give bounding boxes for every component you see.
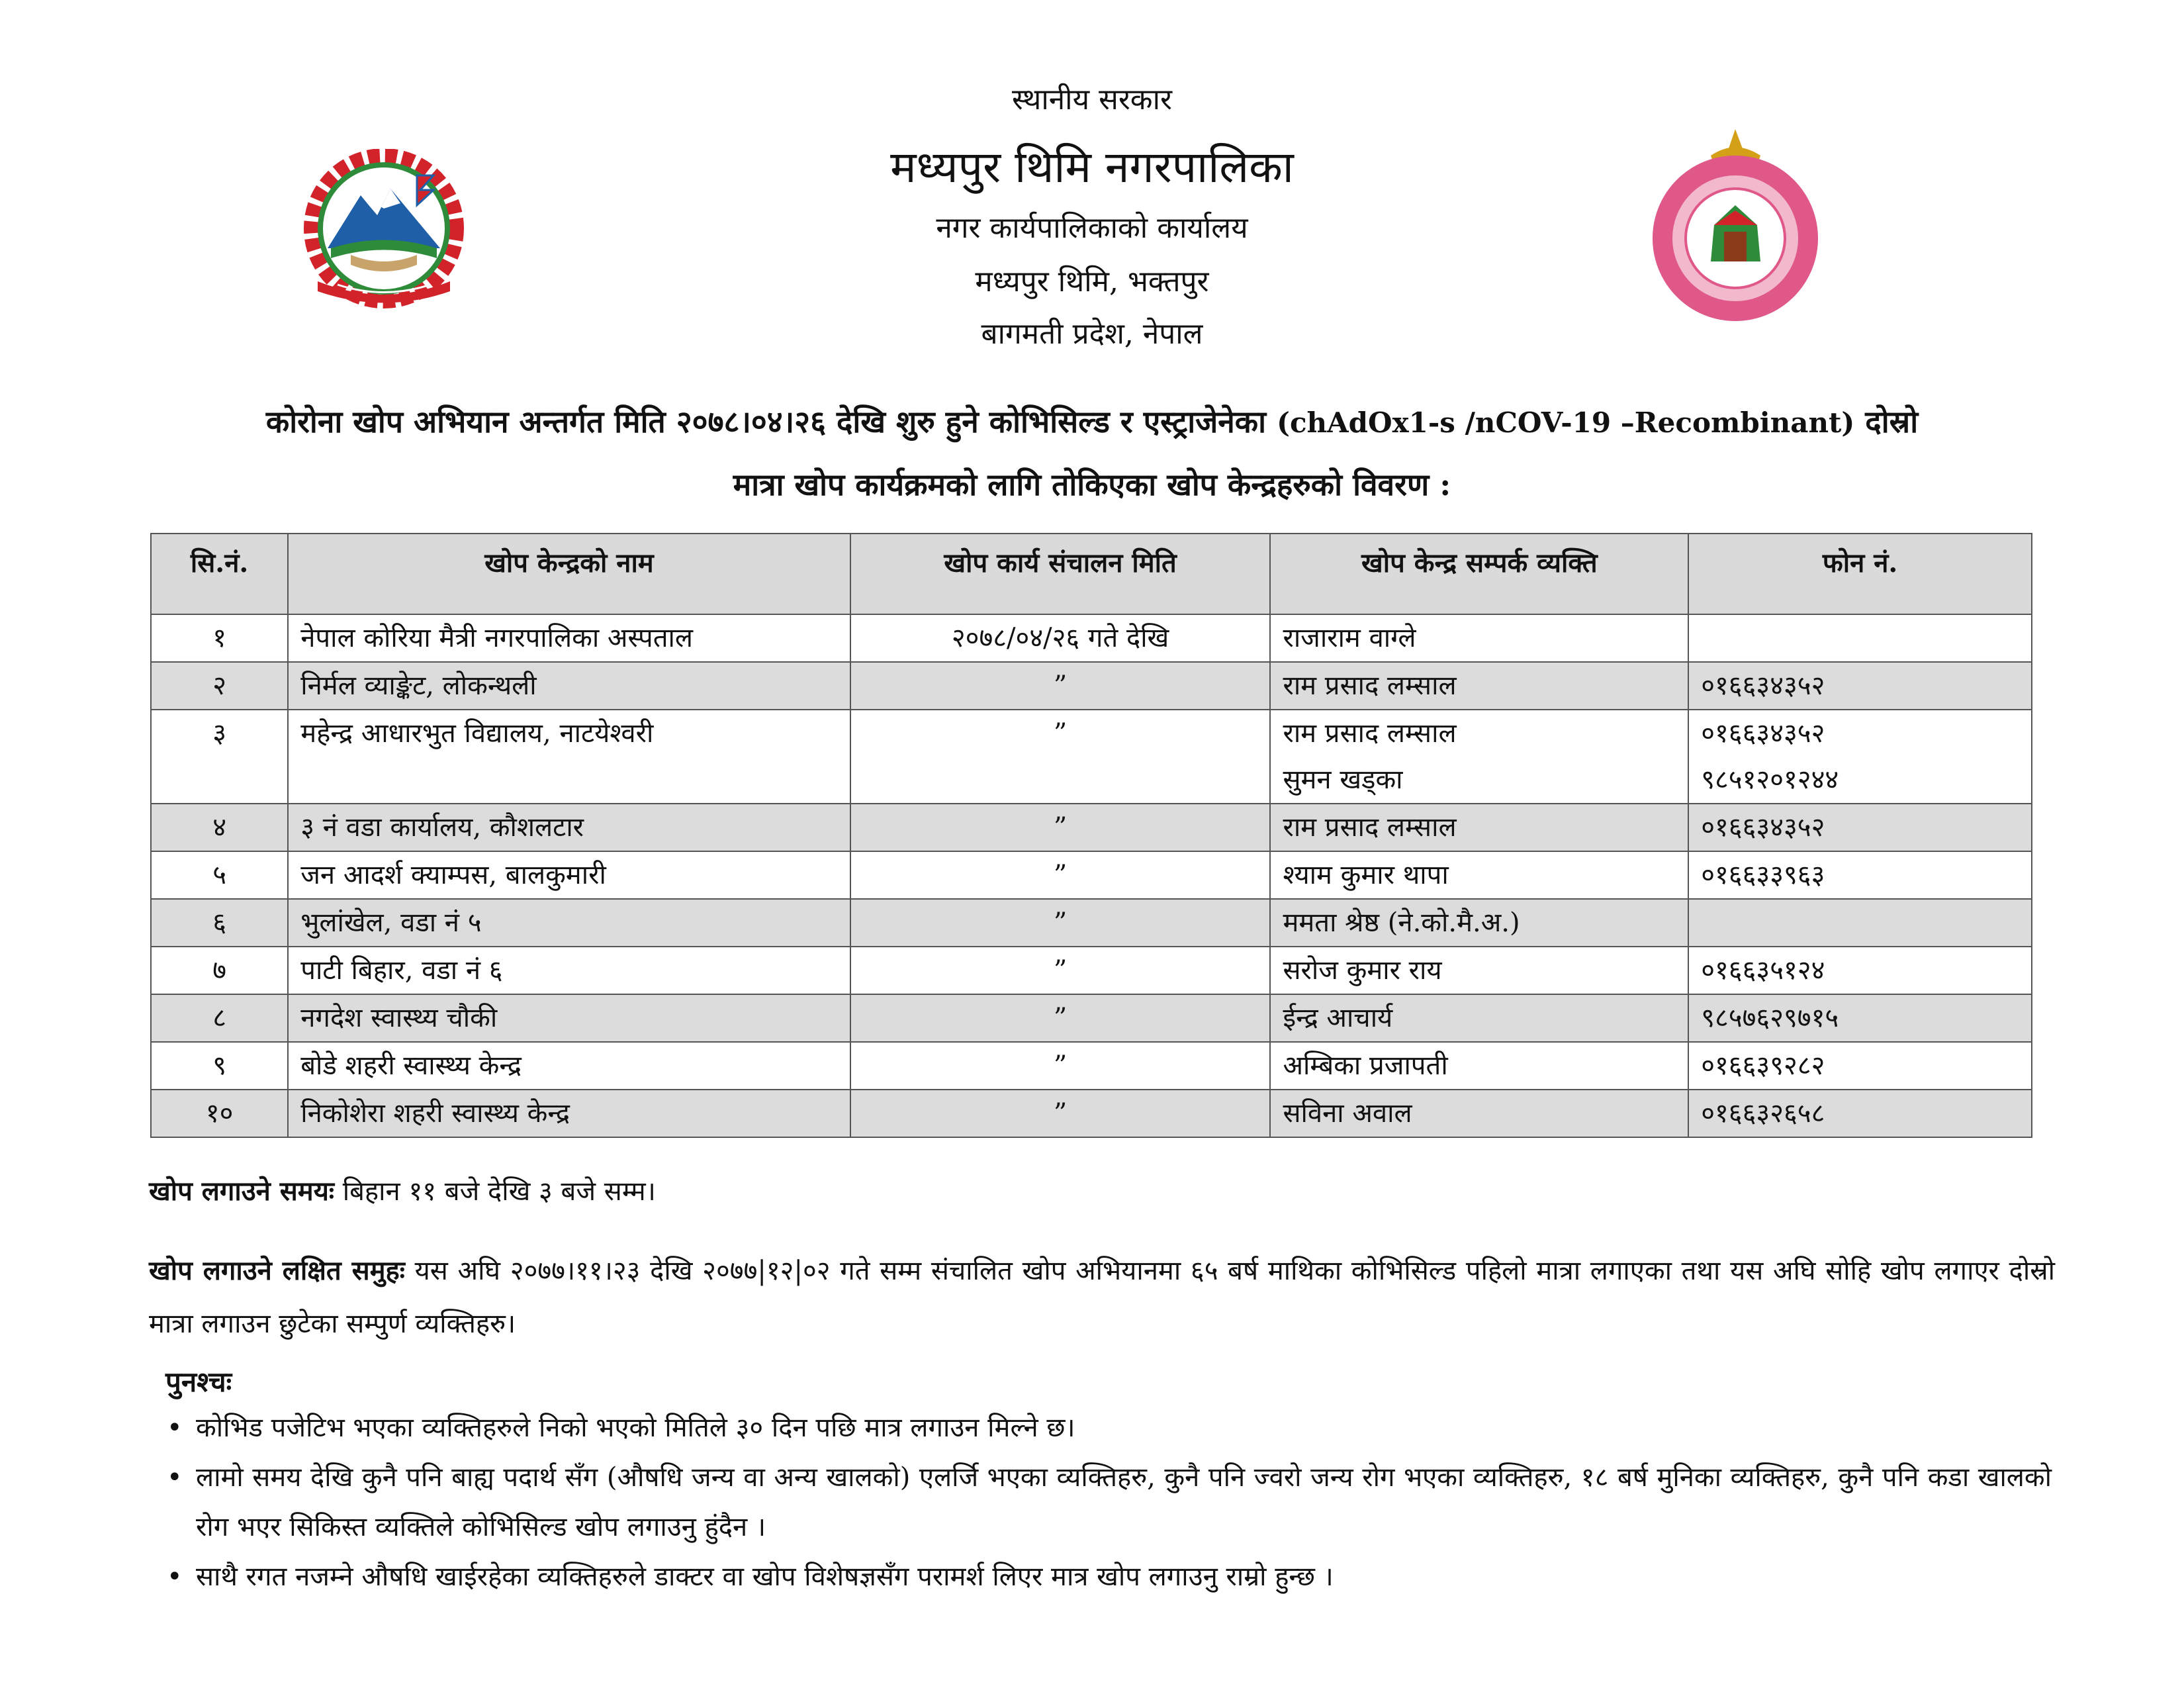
contact-primary: राम प्रसाद लम्साल	[1283, 718, 1457, 749]
cell-date: ”	[850, 947, 1271, 994]
cell-contact: ममता श्रेष्ठ (ने.को.मै.अ.)	[1270, 899, 1688, 947]
header-municipality-name: मध्यपुर थिमि नगरपालिका	[890, 142, 1294, 193]
vaccination-centers-table	[150, 533, 2032, 1138]
municipality-seal-icon	[1648, 126, 1823, 324]
bullet-icon: •	[167, 1562, 183, 1592]
cell-center-name: भुलांखेल, वडा नं ५	[288, 899, 850, 947]
cell-phone: ०१६६३२६५८	[1688, 1090, 2032, 1137]
table-row	[151, 851, 2032, 899]
cell-serial: ६	[151, 899, 288, 947]
bullet-icon: •	[167, 1413, 183, 1443]
cell-date: ”	[850, 851, 1271, 899]
cell-phone: ०१६६३४३५२	[1688, 804, 2032, 851]
table-header-row	[151, 534, 2032, 614]
table-row	[151, 614, 2032, 662]
list-item	[159, 1403, 2052, 1453]
note-text: लामो समय देखि कुनै पनि बाह्य पदार्थ सँग (औषधि जन्य वा अन्य खालको) एलर्जि भएका व्यक्तिहरु, कुनै पनि ज्वरो जन्य रोग भएका व्यक्तिहरु, १८ बर्ष मुनिका व्यक्तिहरु, कुनै पनि कडा खालको रोग भएर सिकिस्त व्यक्तिले कोभिसिल्ड खोप लगाउनु हुंदैन ।	[196, 1462, 2052, 1542]
table-row	[151, 1090, 2032, 1137]
cell-serial: २	[151, 662, 288, 710]
cell-date: ”	[850, 804, 1271, 851]
cell-phone	[1688, 614, 2032, 662]
cell-date: ”	[850, 994, 1271, 1042]
table-row	[151, 804, 2032, 851]
header-province: बागमती प्रदेश, नेपाल	[981, 317, 1203, 351]
cell-date: ”	[850, 1090, 1271, 1137]
table-row	[151, 899, 2032, 947]
cell-contact: राम प्रसाद लम्साल	[1270, 804, 1688, 851]
cell-center-name: निर्मल व्याङ्केट, लोकन्थली	[288, 662, 850, 710]
col-header-operation-date: खोप कार्य संचालन मिति	[850, 534, 1271, 614]
cell-date: २०७८/०४/२६ गते देखि	[850, 614, 1271, 662]
cell-contact: ईन्द्र आचार्य	[1270, 994, 1688, 1042]
cell-date: ”	[850, 899, 1271, 947]
vaccination-time-value: बिहान ११ बजे देखि ३ बजे सम्म।	[342, 1176, 656, 1207]
cell-serial: ९	[151, 1042, 288, 1090]
cell-serial: १०	[151, 1090, 288, 1137]
target-group	[149, 1244, 2055, 1350]
cell-contact: अम्बिका प्रजापती	[1270, 1042, 1688, 1090]
cell-phone: ९८५७६२९७१५	[1688, 994, 2032, 1042]
contact-secondary: सुमन खड्का	[1283, 765, 1403, 795]
header-office: नगर कार्यपालिकाको कार्यालय	[936, 211, 1248, 245]
cell-phone: ०१६६३९२८२	[1688, 1042, 2032, 1090]
col-header-phone: फोन नं.	[1688, 534, 2032, 614]
cell-contact: राम प्रसाद लम्साल	[1270, 662, 1688, 710]
cell-phone	[1688, 710, 2032, 804]
cell-phone	[1688, 899, 2032, 947]
col-header-contact-person: खोप केन्द्र सम्पर्क व्यक्ति	[1270, 534, 1688, 614]
vaccine-name: (chAdOx1-s /nCOV-19 –Recombinant)	[1277, 406, 1855, 439]
notice-title-part-b: दोस्रो	[1865, 404, 1919, 440]
notes-list	[159, 1403, 2052, 1602]
cell-serial: ५	[151, 851, 288, 899]
table-row	[151, 994, 2032, 1042]
note-text: साथै रगत नजम्ने औषधि खाईरहेका व्यक्तिहरुले डाक्टर वा खोप विशेषज्ञसँग परामर्श लिएर मात्र खोप लगाउनु राम्रो हुन्छ ।	[196, 1562, 1334, 1592]
header-local-government: स्थानीय सरकार	[1012, 83, 1172, 117]
cell-phone: ०१६६३४३५२	[1688, 662, 2032, 710]
cell-center-name: नेपाल कोरिया मैत्री नगरपालिका अस्पताल	[288, 614, 850, 662]
header-address: मध्यपुर थिमि, भक्तपुर	[975, 265, 1209, 299]
cell-contact: राजाराम वाग्ले	[1270, 614, 1688, 662]
list-item	[159, 1552, 2052, 1602]
bullet-icon: •	[167, 1462, 183, 1493]
cell-center-name: निकोशेरा शहरी स्वास्थ्य केन्द्र	[288, 1090, 850, 1137]
cell-center-name: नगदेश स्वास्थ्य चौकी	[288, 994, 850, 1042]
phone-primary: ०१६६३४३५२	[1701, 718, 1825, 749]
cell-date: ”	[850, 1042, 1271, 1090]
col-header-serial: सि.नं.	[151, 534, 288, 614]
cell-contact	[1270, 710, 1688, 804]
cell-center-name: पाटी बिहार, वडा नं ६	[288, 947, 850, 994]
cell-date: ”	[850, 662, 1271, 710]
table-row	[151, 710, 2032, 804]
cell-serial: ३	[151, 710, 288, 804]
cell-contact: सरोज कुमार राय	[1270, 947, 1688, 994]
notes-heading: पुनश्चः	[165, 1366, 232, 1398]
cell-phone: ०१६६३३९६३	[1688, 851, 2032, 899]
cell-serial: १	[151, 614, 288, 662]
vaccination-time-label: खोप लगाउने समयः	[149, 1176, 335, 1207]
table-row	[151, 947, 2032, 994]
cell-serial: ७	[151, 947, 288, 994]
cell-serial: ४	[151, 804, 288, 851]
cell-phone: ०१६६३५१२४	[1688, 947, 2032, 994]
cell-date: ”	[850, 710, 1271, 804]
phone-secondary: ९८५१२०१२४४	[1701, 765, 1839, 795]
target-group-value: यस अघि २०७७।११।२३ देखि २०७७|१२|०२ गते सम्म संचालित खोप अभियानमा ६५ बर्ष माथिका कोभिसिल्ड पहिलो मात्रा लगाएका तथा यस अघि सोहि खोप लगाएर दोस्रो मात्रा लगाउन छुटेका सम्पुर्ण व्यक्तिहरु।	[149, 1256, 2056, 1339]
notice-title-line1	[132, 400, 2052, 442]
cell-center-name: जन आदर्श क्याम्पस, बालकुमारी	[288, 851, 850, 899]
cell-contact: सविना अवाल	[1270, 1090, 1688, 1137]
target-group-label: खोप लगाउने लक्षित समुहः	[149, 1255, 405, 1286]
cell-contact: श्याम कुमार थापा	[1270, 851, 1688, 899]
table-row	[151, 1042, 2032, 1090]
notice-title-part-a: कोरोना खोप अभियान अन्तर्गत मिति २०७८।०४।२६ देखि शुरु हुने कोभिसिल्ड र एस्ट्राजेनेका	[265, 404, 1267, 440]
nepal-government-emblem-icon	[291, 149, 477, 314]
notice-title-line2: मात्रा खोप कार्यक्रमको लागि तोकिएका खोप केन्द्रहरुको विवरण :	[733, 467, 1451, 502]
cell-center-name: महेन्द्र आधारभुत विद्यालय, नाटयेश्वरी	[288, 710, 850, 804]
vaccination-time	[149, 1165, 2055, 1218]
list-item	[159, 1453, 2052, 1552]
cell-serial: ८	[151, 994, 288, 1042]
cell-center-name: बोडे शहरी स्वास्थ्य केन्द्र	[288, 1042, 850, 1090]
col-header-center-name: खोप केन्द्रको नाम	[288, 534, 850, 614]
cell-center-name: ३ नं वडा कार्यालय, कौशलटार	[288, 804, 850, 851]
table-row	[151, 662, 2032, 710]
note-text: कोभिड पजेटिभ भएका व्यक्तिहरुले निको भएको मितिले ३० दिन पछि मात्र लगाउन मिल्ने छ।	[196, 1413, 1075, 1443]
